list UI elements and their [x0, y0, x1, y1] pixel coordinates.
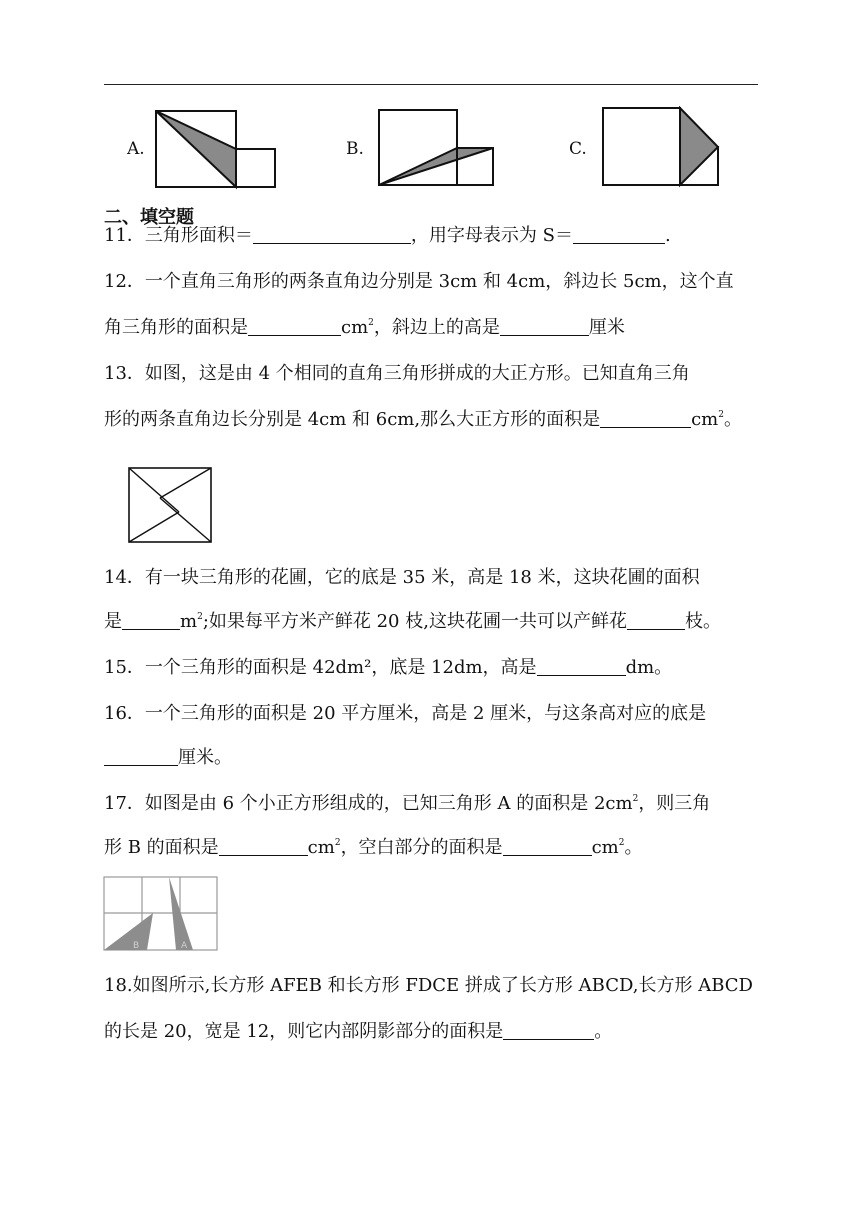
- q17-blank-1[interactable]: [219, 837, 308, 856]
- q11-text-1: 11．三角形面积＝: [104, 225, 253, 246]
- q18-blank[interactable]: [503, 1021, 594, 1040]
- question-11: [104, 224, 671, 248]
- q15-blank[interactable]: [537, 657, 626, 676]
- q17-label-a: A: [181, 941, 188, 951]
- q17-label-b: B: [133, 941, 140, 951]
- q11-blank-2[interactable]: [573, 225, 665, 244]
- q17-unit-2: cm: [591, 837, 619, 858]
- q17-sup-1: 2: [632, 794, 639, 804]
- q16-blank[interactable]: [104, 747, 178, 766]
- q17-sup-2: 2: [334, 838, 341, 848]
- question-17-line-1: [104, 792, 710, 816]
- q13-sup: 2: [718, 410, 724, 420]
- q12-text-1: 角三角形的面积是: [104, 317, 248, 338]
- q17-sup-3: 2: [618, 838, 625, 848]
- q16-text: 厘米。: [178, 747, 232, 768]
- q17-text-4: ，空白部分的面积是: [340, 837, 503, 858]
- q17-text-5: 。: [624, 837, 643, 858]
- q18-text-2: 。: [594, 1021, 613, 1042]
- question-12-line-1: 12．一个直角三角形的两条直角边分别是 3cm 和 4cm，斜边长 5cm，这个直: [104, 271, 734, 292]
- q13-blank[interactable]: [600, 409, 691, 428]
- header-rule: [104, 84, 758, 85]
- question-18-line-2: [104, 1020, 612, 1044]
- q14-sup: 2: [197, 612, 203, 622]
- option-c-label: C.: [569, 139, 587, 159]
- question-14-line-1: 14．有一块三角形的花圃，它的底是 35 米，高是 18 米，这块花圃的面积: [104, 567, 700, 588]
- question-14-line-2: [104, 610, 721, 634]
- q15-text-2: dm。: [625, 657, 673, 678]
- q14-text-1: 是: [104, 611, 122, 632]
- q14-text-2: ;如果每平方米产鲜花 20 枝,这块花圃一共可以产鲜花: [202, 611, 627, 632]
- option-c-figure: [601, 106, 723, 188]
- question-17-line-2: [104, 836, 642, 860]
- q13-text-2: 。: [723, 409, 742, 430]
- q11-blank-1[interactable]: [253, 225, 411, 244]
- q12-blank-2[interactable]: [500, 317, 589, 336]
- q14-blank-1[interactable]: [122, 611, 180, 630]
- section-title: 二、填空题: [104, 207, 194, 228]
- q17-blank-2[interactable]: [503, 837, 592, 856]
- q14-text-3: 枝。: [684, 611, 721, 632]
- q14-blank-2[interactable]: [627, 611, 685, 630]
- q11-text-2: ，用字母表示为 S＝: [410, 225, 573, 246]
- option-a-label: A.: [127, 139, 145, 159]
- q11-text-3: .: [664, 225, 671, 246]
- q17-text-1: 17．如图是由 6 个小正方形组成的，已知三角形 A 的面积是 2cm: [104, 793, 633, 814]
- question-13-line-2: [104, 408, 742, 432]
- question-15: [104, 656, 672, 680]
- q12-blank-1[interactable]: [248, 317, 341, 336]
- question-12-line-2: [104, 316, 625, 340]
- q14-unit: m: [180, 611, 198, 632]
- option-a-figure: [155, 108, 279, 190]
- q17-unit-1: cm: [307, 837, 335, 858]
- q12-text-3: 厘米: [588, 317, 625, 338]
- question-18-line-1: 18.如图所示,长方形 AFEB 和长方形 FDCE 拼成了长方形 ABCD,长方形 ABCD: [104, 975, 753, 996]
- q17-text-2: ，则三角: [638, 793, 711, 814]
- q18-text-1: 的长是 20，宽是 12，则它内部阴影部分的面积是: [104, 1021, 504, 1042]
- question-13-line-1: 13．如图，这是由 4 个相同的直角三角形拼成的大正方形。已知直角三角: [104, 363, 690, 384]
- option-b-label: B.: [346, 139, 364, 159]
- q13-figure: [127, 466, 213, 544]
- q15-text-1: 15．一个三角形的面积是 42dm²，底是 12dm，高是: [104, 657, 537, 678]
- option-b-figure: [377, 108, 497, 188]
- q12-sup: 2: [368, 318, 374, 328]
- q17-text-3: 形 B 的面积是: [104, 837, 219, 858]
- question-16-line-2: [104, 746, 232, 770]
- q17-figure: [103, 876, 219, 952]
- q13-unit: cm: [691, 409, 719, 430]
- q12-text-2: ，斜边上的高是: [373, 317, 500, 338]
- q12-unit: cm: [341, 317, 369, 338]
- q13-text-1: 形的两条直角边长分别是 4cm 和 6cm,那么大正方形的面积是: [104, 409, 601, 430]
- question-16-line-1: 16．一个三角形的面积是 20 平方厘米，高是 2 厘米，与这条高对应的底是: [104, 703, 707, 724]
